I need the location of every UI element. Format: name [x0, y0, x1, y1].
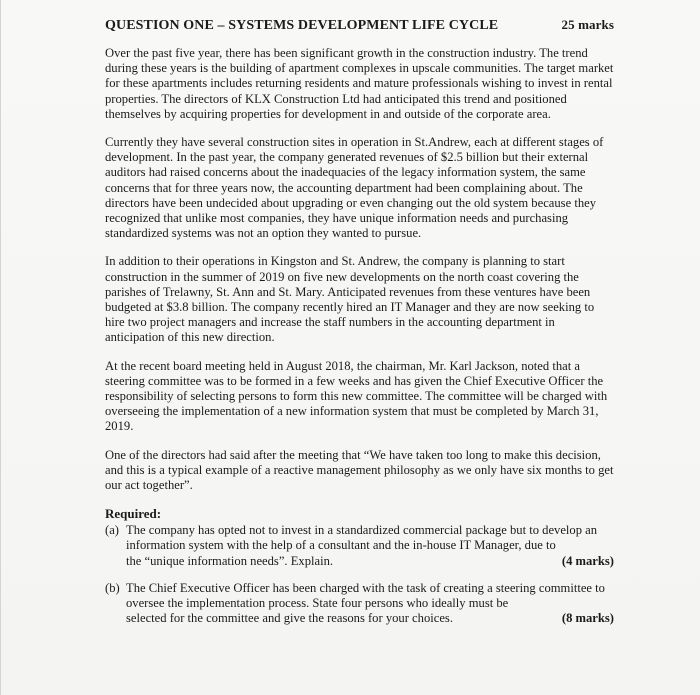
paragraph-1: Over the past five year, there has been significant growth in the construction industry. The trend during these years is the building of apartment complexes in upscale communities. The target market for these apartments includes returning residents and mature professionals wishing to invest in rental properties. The directors of KLX Construction Ltd had anticipated this trend and positioned themselves by acquiring properties for development in and outside of the corporate area. [105, 46, 614, 121]
question-item-b [105, 581, 614, 627]
question-item-last-line [126, 611, 614, 626]
question-item-marks: (4 marks) [561, 553, 614, 568]
question-item-last-text: the “unique information needs”. Explain. [126, 553, 334, 568]
paragraph-3: In addition to their operations in Kingston and St. Andrew, the company is planning to start construction in the summer of 2019 on five new developments on the north coast covering the parishes of Trelawny, St. Ann and St. Mary. Anticipated revenues from these ventures have been budgeted at $3.8 billion. The company recently hired an IT Manager and they are now seeking to hire two project managers and increase the staff numbers in the accounting department in anticipation of this new direction. [105, 254, 595, 345]
question-item-last-line [126, 554, 614, 569]
question-title: QUESTION ONE – SYSTEMS DEVELOPMENT LIFE CYCLE [105, 18, 499, 33]
question-item-last-text: selected for the committee and give the reasons for your choices. [126, 611, 453, 626]
paragraph-5: One of the directors had said after the meeting that “We have taken too long to make this decision, and this is a typical example of a reactive management philosophy as we only have six months to get our act together”. [105, 447, 614, 493]
required-heading: Required: [105, 506, 162, 522]
question-item-text: The Chief Executive Officer has been charged with the task of creating a steering committee to oversee the implementation process. State four persons who ideally must be [126, 580, 605, 611]
question-header [105, 17, 614, 34]
paragraph-2: Currently they have several construction sites in operation in St.Andrew, each at different stages of development. In the past year, the company generated revenues of $2.5 billion but their external auditors had raised concerns about the inadequacies of the legacy information system, the same concerns that for three years now, the accounting department had been complaining about. The directors have been undecided about upgrading or even changing out the old system because they recognized that unlike most companies, they have unique information needs and purchasing standardized systems was not an option they wanted to pursue. [105, 135, 604, 241]
question-item-label: (b) [105, 580, 120, 595]
question-total-marks: 25 marks [561, 17, 614, 32]
question-item-a [105, 523, 614, 569]
paragraph-4: At the recent board meeting held in August 2018, the chairman, Mr. Karl Jackson, noted that a steering committee was to be formed in a few weeks and has given the Chief Executive Officer the responsibility of selecting persons to form this new committee. The committee will be charged with overseeing the implementation of a new information system that must be completed by March 31, 2019. [105, 358, 608, 434]
question-item-label: (a) [105, 523, 119, 538]
question-item-marks: (8 marks) [561, 611, 614, 626]
question-item-text: The company has opted not to invest in a standardized commercial package but to develop an information system with the help of a consultant and the in-house IT Manager, due to [126, 523, 598, 553]
